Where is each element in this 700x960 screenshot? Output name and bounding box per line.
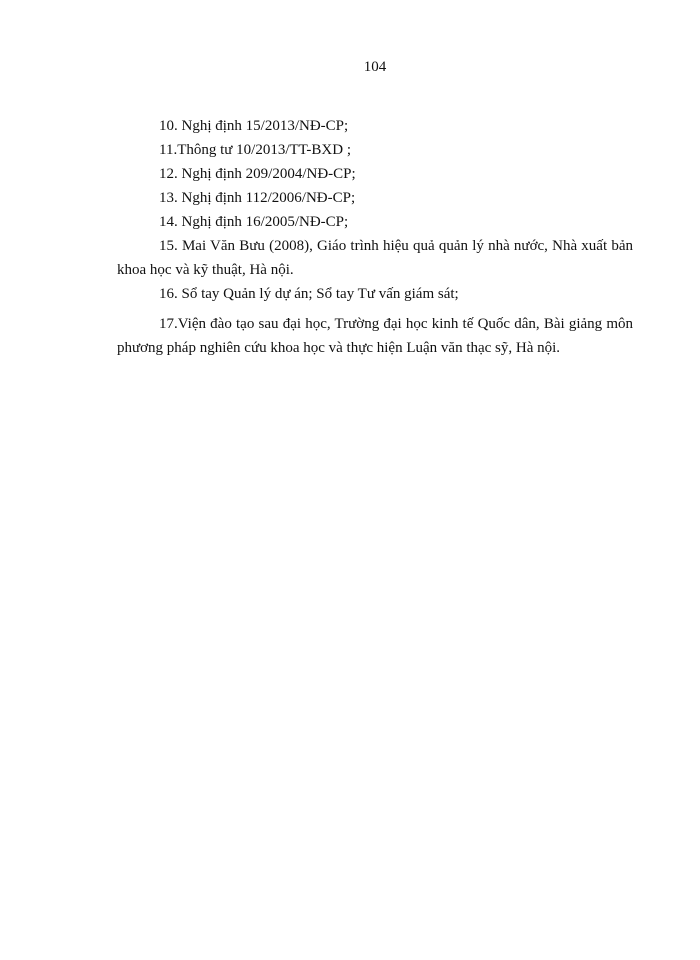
- reference-item-15: 15. Mai Văn Bưu (2008), Giáo trình hiệu quả quản lý nhà nước, Nhà xuất bản khoa học và kỹ thuật, Hà nội.: [117, 238, 633, 278]
- reference-list: [117, 114, 633, 360]
- reference-item-11: 11.Thông tư 10/2013/TT-BXD ;: [159, 142, 352, 158]
- page-number: 104: [363, 59, 387, 75]
- reference-item-17: 17.Viện đào tạo sau đại học, Trường đại học kinh tế Quốc dân, Bài giảng môn phương pháp nghiên cứu khoa học và thực hiện Luận văn thạc sỹ, Hà nội.: [117, 316, 633, 356]
- reference-item-13: 13. Nghị định 112/2006/NĐ-CP;: [159, 190, 356, 206]
- reference-item-12: 12. Nghị định 209/2004/NĐ-CP;: [159, 166, 356, 182]
- reference-item-10: 10. Nghị định 15/2013/NĐ-CP;: [159, 118, 349, 134]
- reference-item-16: 16. Sổ tay Quản lý dự án; Sổ tay Tư vấn giám sát;: [159, 286, 459, 302]
- reference-item-14: 14. Nghị định 16/2005/NĐ-CP;: [159, 214, 349, 230]
